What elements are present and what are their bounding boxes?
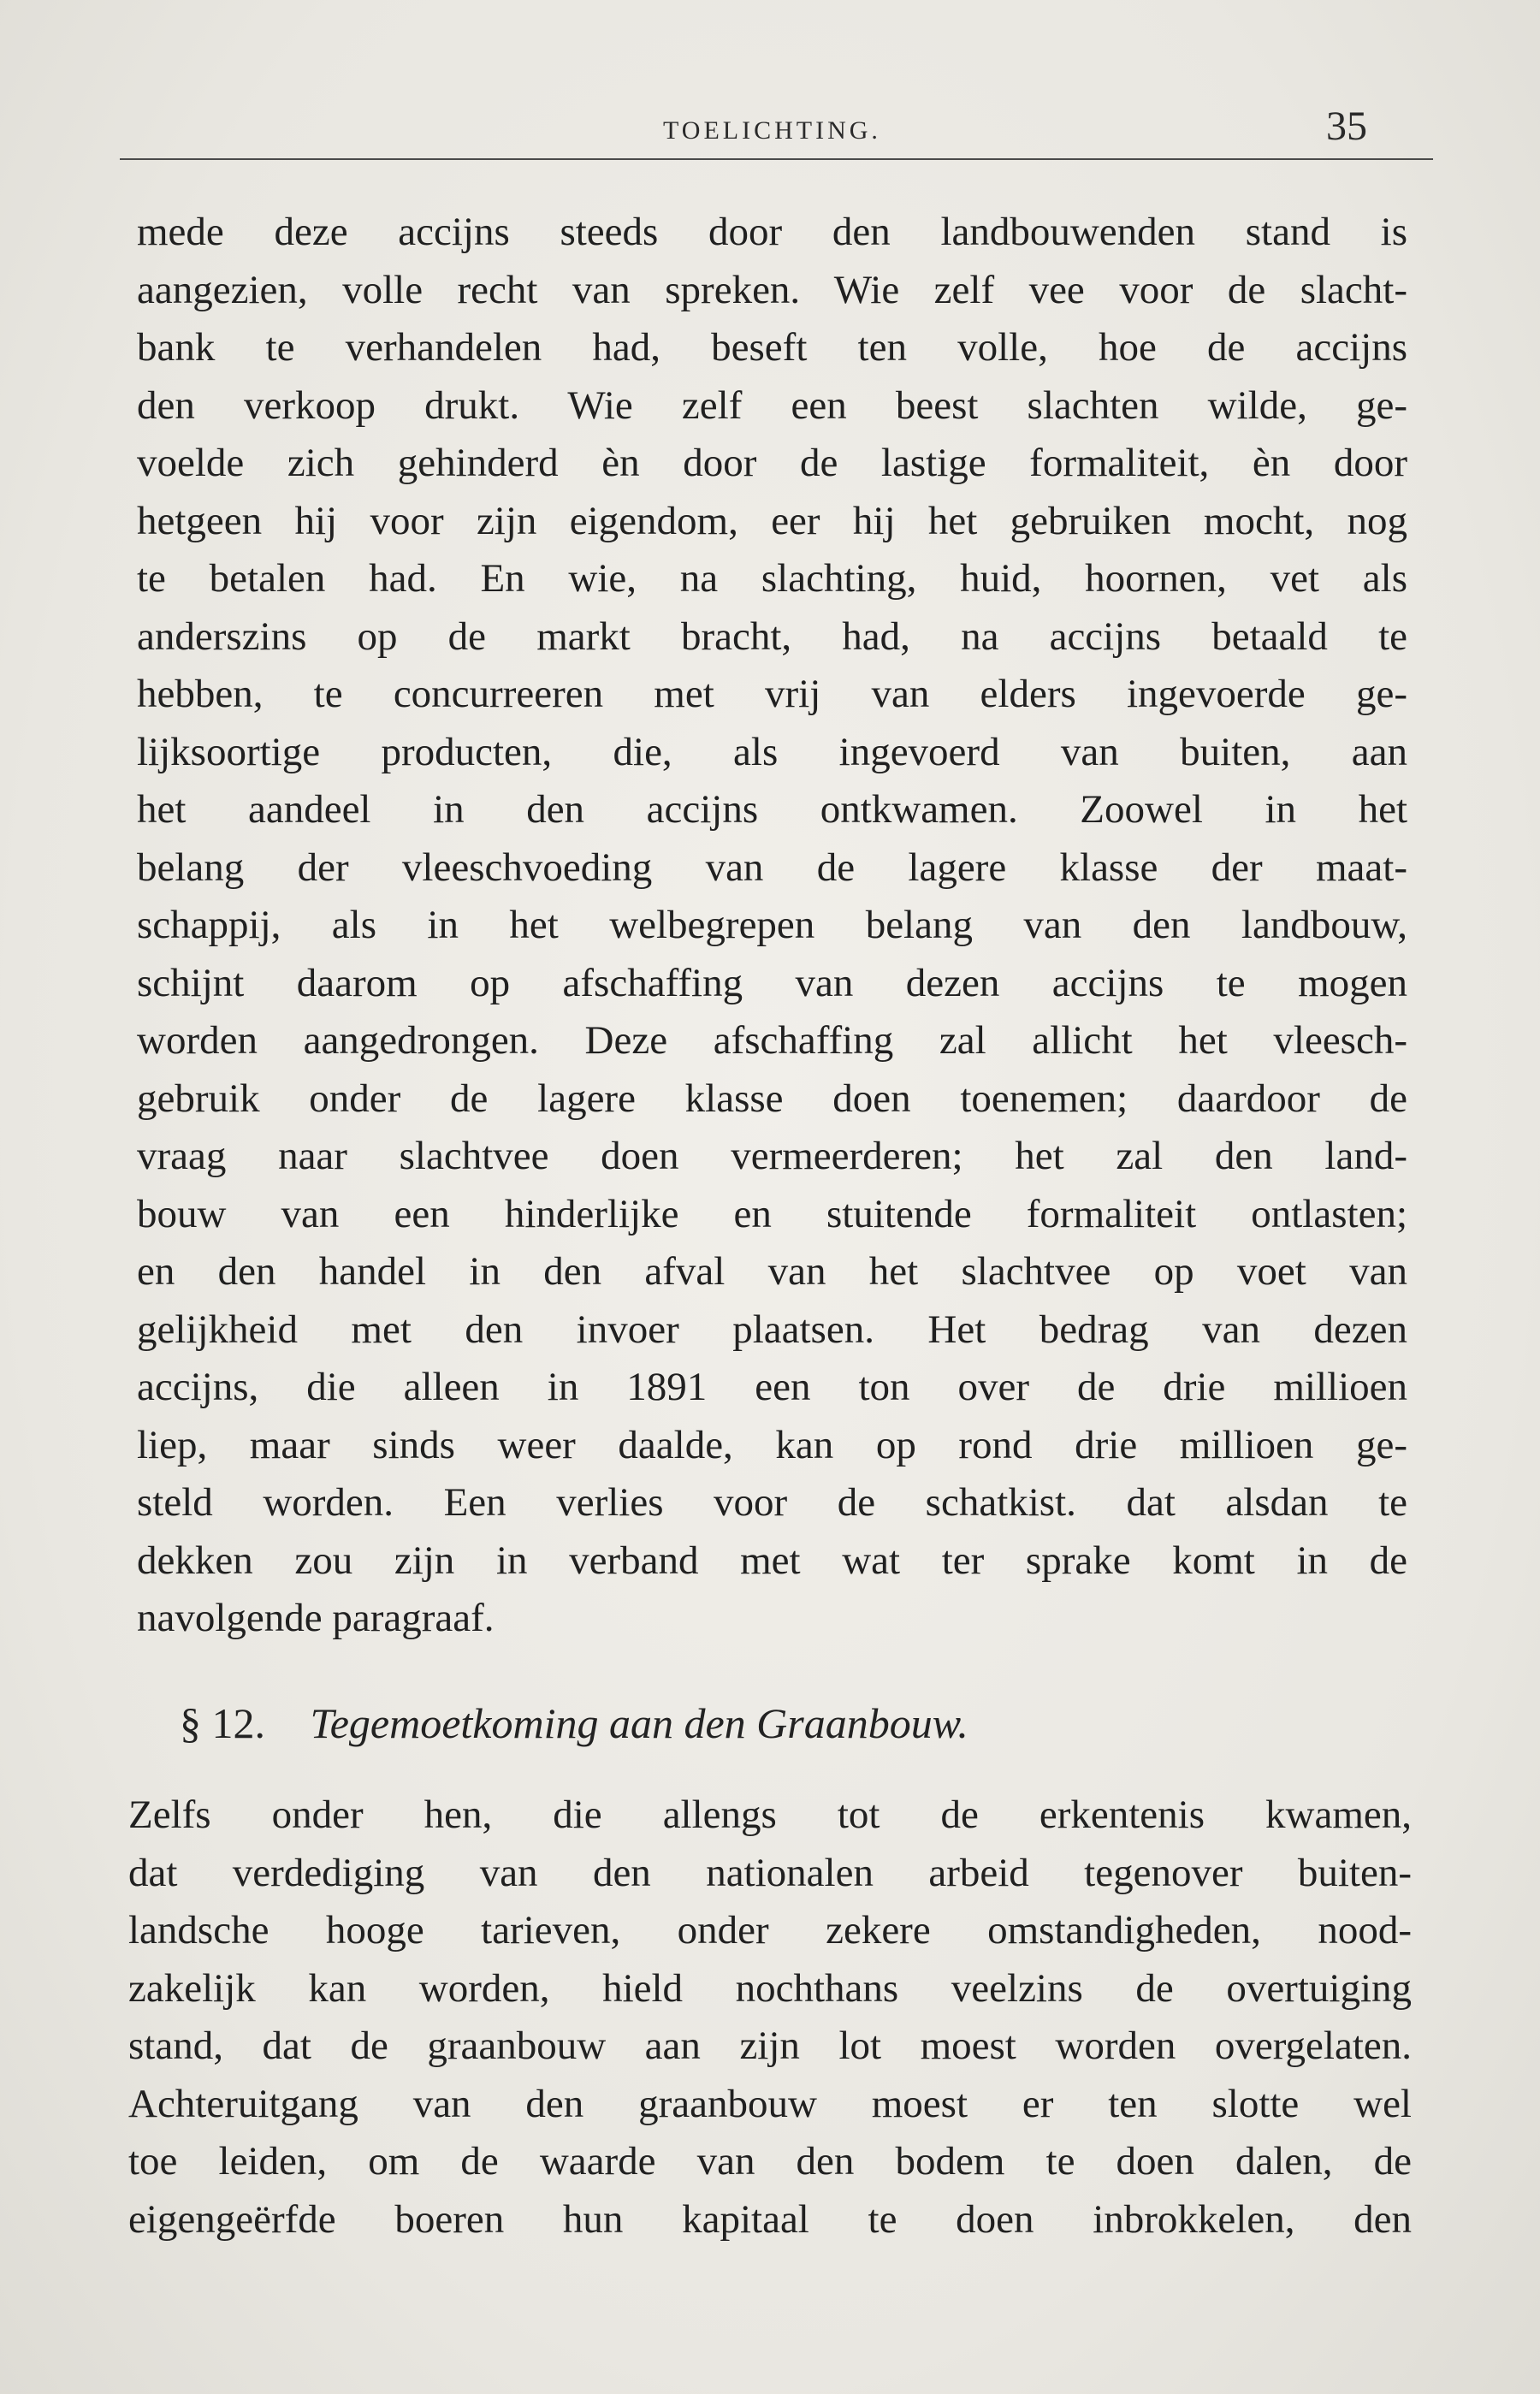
text-line: lijksoortige producten, die, als ingevoerd van buiten, aan (137, 729, 1407, 774)
text-line: stand, dat de graanbouw aan zijn lot moest worden overgelaten. (128, 2024, 1412, 2068)
running-title: TOELICHTING. (663, 116, 881, 145)
text-line: schijnt daarom op afschaffing van dezen accijns te mogen (137, 960, 1407, 1005)
text-line: en den handel in den afval van het slachtvee op voet van (137, 1249, 1407, 1294)
text-line: navolgende paragraaf. (137, 1596, 495, 1640)
text-line: Zelfs onder hen, die allengs tot de erkentenis kwamen, (128, 1793, 1412, 1837)
text-line: hebben, te concurreeren met vrij van elders ingevoerde ge- (137, 672, 1407, 716)
text-line: voelde zich gehinderd èn door de lastige formaliteit, èn door (137, 441, 1407, 485)
paragraph-graanbouw (128, 1787, 1412, 2249)
text-line: te betalen had. En wie, na slachting, huid, hoornen, vet als (137, 556, 1407, 601)
text-line: vraag naar slachtvee doen vermeerderen; het zal den land- (137, 1134, 1407, 1178)
section-number: § 12. (180, 1699, 265, 1747)
text-line: belang der vleeschvoeding van de lagere klasse der maat- (137, 844, 1407, 890)
text-line: mede deze accijns steeds door den landbouwenden stand is (137, 210, 1407, 254)
page-number: 35 (1326, 104, 1367, 149)
text-line: eigengeërfde boeren hun kapitaal te doen inbrokkelen, den (128, 2196, 1412, 2242)
text-line: hetgeen hij voor zijn eigendom, eer hij het gebruiken mocht, nog (137, 498, 1407, 543)
text-line: steld worden. Een verlies voor de schatkist. dat alsdan te (137, 1480, 1407, 1525)
text-line: den verkoop drukt. Wie zelf een beest slachten wilde, ge- (137, 382, 1407, 428)
text-line: gebruik onder de lagere klasse doen toenemen; daardoor de (137, 1076, 1407, 1121)
text-line: zakelijk kan worden, hield nochthans veelzins de overtuiging (128, 1965, 1412, 2011)
header-rule (120, 158, 1433, 160)
paragraph-accijns (137, 204, 1407, 1648)
text-line: dat verdediging van den nationalen arbeid tegenover buiten- (128, 1850, 1412, 1895)
text-line: toe leiden, om de waarde van den bodem te doen dalen, de (128, 2139, 1412, 2184)
text-line: landsche hooge tarieven, onder zekere omstandigheden, nood- (128, 1908, 1412, 1953)
text-line: Achteruitgang van den graanbouw moest er ten slotte wel (128, 2081, 1412, 2126)
text-line: anderszins op de markt bracht, had, na accijns betaald te (137, 613, 1407, 659)
running-header (120, 101, 1429, 161)
text-line: schappij, als in het welbegrepen belang van den landbouw, (137, 903, 1407, 947)
text-line: worden aangedrongen. Deze afschaffing zal allicht het vleesch- (137, 1018, 1407, 1063)
text-line: dekken zou zijn in verband met wat ter sprake komt in de (137, 1538, 1407, 1583)
text-line: aangezien, volle recht van spreken. Wie zelf vee voor de slacht- (137, 267, 1407, 312)
text-line: bank te verhandelen had, beseft ten volle, hoe de accijns (137, 325, 1407, 370)
text-line: gelijkheid met den invoer plaatsen. Het bedrag van dezen (137, 1307, 1407, 1352)
text-line: accijns, die alleen in 1891 een ton over de drie millioen (137, 1365, 1407, 1409)
section-title: Tegemoetkoming aan den Graanbouw. (310, 1699, 968, 1747)
text-line: bouw van een hinderlijke en stuitende formaliteit ontlasten; (137, 1191, 1407, 1236)
section-heading (180, 1698, 1292, 1748)
text-line: liep, maar sinds weer daalde, kan op rond drie millioen ge- (137, 1422, 1407, 1467)
text-line: het aandeel in den accijns ontkwamen. Zoowel in het (137, 787, 1407, 832)
